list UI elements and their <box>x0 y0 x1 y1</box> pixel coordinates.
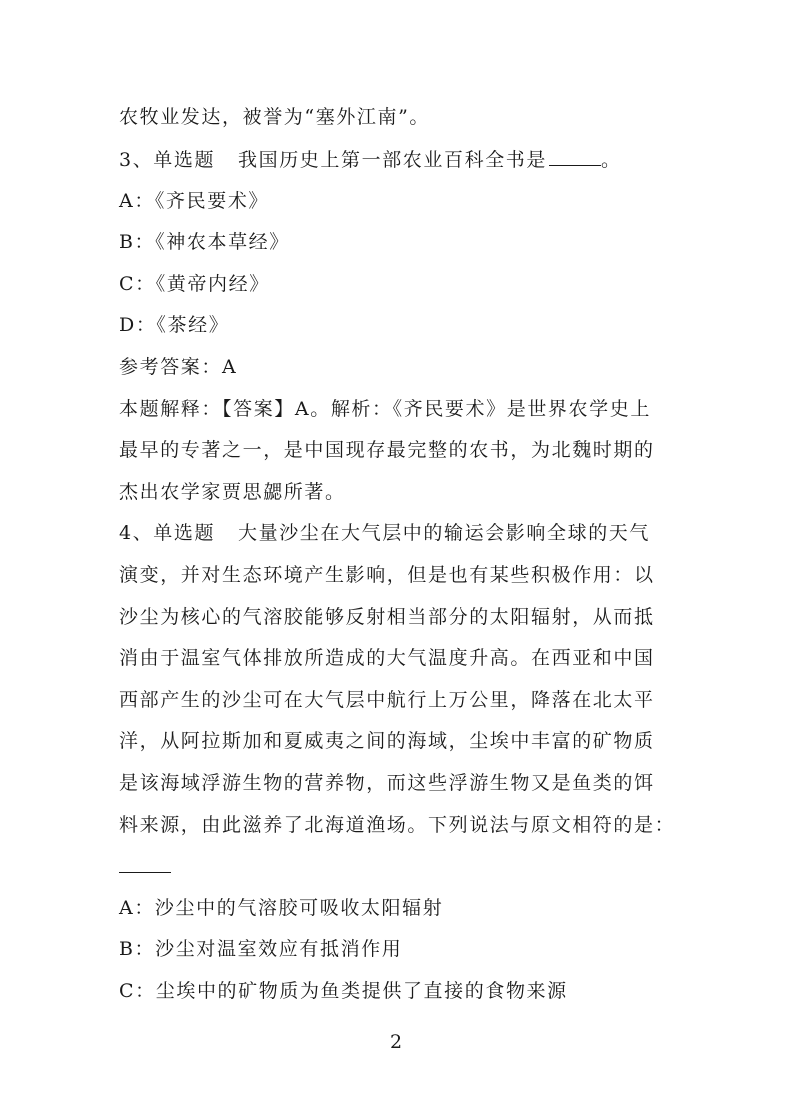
text-line: 农牧业发达，被誉为“塞外江南”。 <box>119 106 431 128</box>
question-4-line: 西部产生的沙尘可在大气层中航行上万公里，降落在北太平 <box>119 689 655 711</box>
option-b: B：《神农本草经》 <box>119 231 290 253</box>
option-b: B：沙尘对温室效应有抵消作用 <box>119 938 403 960</box>
question-3-end: 。 <box>601 149 622 171</box>
question-4-line: 演变，并对生态环境产生影响，但是也有某些积极作用：以 <box>119 564 655 586</box>
question-4-line: 是该海域浮游生物的营养物，而这些浮游生物又是鱼类的饵 <box>119 772 655 794</box>
option-d: D：《茶经》 <box>119 314 230 336</box>
explanation-line: 本题解释：【答案】A。解析：《齐民要术》是世界农学史上 <box>119 398 651 420</box>
question-4-line: 料来源，由此滋养了北海道渔场。下列说法与原文相符的是： <box>119 814 676 836</box>
explanation-line: 杰出农学家贾思勰所著。 <box>119 481 346 503</box>
answer-blank <box>549 147 601 166</box>
question-3-text: 3、单选题 我国历史上第一部农业百科全书是 <box>119 149 548 171</box>
explanation-line: 最早的专著之一，是中国现存最完整的农书，为北魏时期的 <box>119 439 655 461</box>
answer-blank <box>119 872 171 873</box>
reference-answer: 参考答案：A <box>119 356 238 378</box>
option-c: C：《黄帝内经》 <box>119 273 270 295</box>
option-a: A：沙尘中的气溶胶可吸收太阳辐射 <box>119 897 444 919</box>
question-4-line: 消由于温室气体排放所造成的大气温度升高。在西亚和中国 <box>119 647 655 669</box>
question-4-line: 沙尘为核心的气溶胶能够反射相当部分的太阳辐射，从而抵 <box>119 606 655 628</box>
option-c: C：尘埃中的矿物质为鱼类提供了直接的食物来源 <box>119 980 568 1002</box>
question-4-line: 4、单选题 大量沙尘在大气层中的输运会影响全球的天气 <box>119 522 651 544</box>
page-number: 2 <box>389 1031 403 1053</box>
option-a: A：《齐民要术》 <box>119 190 270 212</box>
question-4-line: 洋，从阿拉斯加和夏威夷之间的海域，尘埃中丰富的矿物质 <box>119 730 655 752</box>
question-3-header <box>119 147 622 172</box>
